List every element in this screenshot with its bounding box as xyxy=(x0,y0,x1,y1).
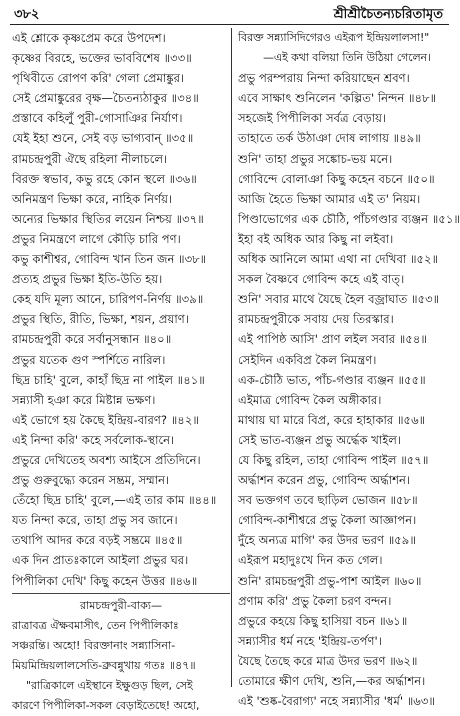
left-quote xyxy=(12,676,230,716)
commentary-line: সঞ্চরন্তি। অহো! বিরক্তানাং সন্ন্যাসিনা- xyxy=(12,638,176,652)
verse-line: প্রভুরে কহয়ে কিছু হাসিয়া বচন ॥৬১॥ xyxy=(238,613,408,628)
verse-line: কভু কাশীশ্বর, গোবিন্দ খান তিন জন ॥৩৮॥ xyxy=(12,252,207,267)
verse-line: অন্যের ভিক্ষার স্থিতির লয়েন নিশ্চয় ॥৩৭॥ xyxy=(12,211,204,226)
commentary-rule xyxy=(12,593,230,594)
right-top-translation xyxy=(238,28,456,68)
verse-line: আজি হৈতে ভিক্ষা আমার এই ত' নিয়ম। xyxy=(238,191,421,206)
translation-line: কারণে পিপীলিকা-সকল বেড়াইতেছে! অহো, xyxy=(12,699,200,713)
verse-line: তাহাতে তর্ক উঠাঞা দোষ লাগায় ॥৪৯॥ xyxy=(238,131,421,146)
verse-line: রামচন্দ্রপুরী করে সর্বানুসন্ধান ॥৪০॥ xyxy=(12,332,172,347)
verse-line: কেহ যদি মূল্য আনে, চারিপণ-নির্ণয় ॥৩৯॥ xyxy=(12,292,204,307)
commentary-line: রাত্রাবত্র ঐক্ষবমাসীৎ, তেন পিপীলিকাঃ xyxy=(12,618,179,632)
verse-line: প্রত্যহ প্রভুর ভিক্ষা ইতি-উতি হয়। xyxy=(12,272,163,287)
verse-line: এক দিন প্রাতঃকালে আইলা প্রভুর ঘর। xyxy=(12,553,189,568)
verse-line: শুনি' রামচন্দ্রপুরী প্রভু-পাশ আইল ॥৬০॥ xyxy=(238,573,422,588)
verse-line: এইমাত্র গোবিন্দ কৈল অঙ্গীকার। xyxy=(238,392,382,407)
right-column xyxy=(238,28,460,709)
verse-line: সেইদিন একবিপ্র কৈল নিমন্ত্রণ। xyxy=(238,352,377,367)
verse-line: যেই ইহা শুনে, সেই বড় ভাগ্যবান্ ॥৩৫॥ xyxy=(12,131,194,146)
verse-line: অধিক আনিলে আমা এথা না দেখিবা ॥৫২॥ xyxy=(238,252,439,267)
verse-line: প্রভুর স্থিতি, রীতি, ভিক্ষা, শয়ন, প্রয়াণ। xyxy=(12,312,189,327)
verse-line: সন্ন্যাসী হঞা করে মিষ্টান্ন ভক্ষণ। xyxy=(12,392,156,407)
running-title: শ্রীশ্রীচৈতন্যচরিতামৃত xyxy=(333,7,443,22)
left-column xyxy=(12,28,230,713)
verse-line: তেঁহো ছিদ্র চাহি' বুলে,—এই তার কাম ॥৪৪॥ xyxy=(12,493,217,508)
verse-line: বিরক্ত স্বভাব, কভু রহে কোন স্থলে ॥৩৬॥ xyxy=(12,171,197,186)
column-divider xyxy=(231,28,232,687)
translation-line: —এই কথা বলিয়া তিনি উঠিয়া গেলেন। xyxy=(263,51,431,65)
verse-line: এইরূপ মহাদুঃখে দিন কত গেল। xyxy=(238,553,383,568)
verse-line: সব ভক্তগণ তবে ছাড়িল ভোজন ॥৫৮॥ xyxy=(238,493,418,508)
verse-line: তোমারে ক্ষীণ দেখি, শুনি,—কর অর্দ্ধাশন। xyxy=(238,674,426,688)
verse-line: এই 'শুষ্ক-বৈরাগ্য' নহে সন্ন্যাসীর 'ধর্ম' ॥৬৩॥ xyxy=(238,694,435,709)
verse-line: এই শ্লোকে কৃষ্ণপ্রেম করে উপদেশ। xyxy=(12,31,166,45)
verse-line: প্রভুর নিমন্ত্রণে লাগে কৌড়ি চারি পণ। xyxy=(12,231,181,246)
verse-line: প্রভুরে দেখিতেহ অবশ্য আইসে প্রতিদিনে। xyxy=(12,452,201,467)
verse-line: যত নিন্দা করে, তাহা প্রভু সব জানে। xyxy=(12,513,178,528)
verse-line: প্রস্তাবে কহিলুঁ পুরী-গোসাঞির নির্যাণ। xyxy=(12,111,183,126)
right-verses xyxy=(238,68,460,711)
verse-line: রামচন্দ্রপুরী ঐছে রহিলা নীলাচলে। xyxy=(12,151,168,166)
verse-line: প্রভু গুরুবুদ্ধ্যে করেন সম্ভ্রম, সম্মান। xyxy=(12,473,170,488)
verse-line: প্রভুর যতেক গুণ স্পর্শিতে নারিল। xyxy=(12,352,166,367)
page-header xyxy=(10,4,449,25)
verse-line: মাথায় ঘা মারে বিপ্র, করে হাহাকার ॥৫৬॥ xyxy=(238,412,426,427)
commentary-line: মিয়মিন্দ্রিয়লালসেতি-ব্রুবন্নুখায় গতঃ ॥৪৭॥ xyxy=(12,658,196,672)
verse-line: এক-চৌঠি ভাত, পাঁচ-গণ্ডার ব্যঞ্জন ॥৫৫॥ xyxy=(238,372,426,387)
commentary-line: রামচন্দ্রপুরী-বাক্য— xyxy=(79,598,162,612)
verse-line: পিণ্ডাভোগের এক চৌঠি, পাঁচগণ্ডার ব্যঞ্জন ॥৫১॥ xyxy=(238,211,460,226)
verse-line: যৈছে তৈছে করে মাত্র উদর ভরণ ॥৬২॥ xyxy=(238,653,418,668)
verse-line: এবে সাক্ষাৎ শুনিলেন 'কল্পিত' নিন্দন ॥৪৮॥ xyxy=(238,91,437,106)
verse-line: সেই প্রেমাঙ্কুরের বৃক্ষ—চৈতন্যঠাকুর ॥৩৪॥ xyxy=(12,91,199,106)
verse-line: ছিদ্র চাহি' বুলে, কাহাঁ ছিদ্র না পাইল ॥৪১॥ xyxy=(12,372,205,387)
verse-line: কৃষ্ণের বিরহে, ভক্তের ভাববিশেষ ॥৩৩॥ xyxy=(12,51,192,66)
verse-line: প্রভু পরম্পরায় নিন্দা করিয়াছেন শ্রবণ। xyxy=(238,71,410,86)
verse-line: দুঁহে অন্যত্র মাগি' কর উদর ভরণ ॥৫৯॥ xyxy=(238,533,416,548)
verse-line: সন্ন্যাসীর ধর্ম নহে 'ইন্দ্রিয়-তর্পণ'। xyxy=(238,633,382,648)
verse-line: গোবিন্দ-কাশীশ্বরে প্রভু কৈলা আজ্ঞাপন। xyxy=(238,513,417,528)
verse-line: ইহা বই অধিক আর কিছু না লইবা। xyxy=(238,231,394,246)
verse-line: পিপীলিকা দেখি' কিছু কহেন উত্তর ॥৪৬॥ xyxy=(12,573,198,588)
verse-line: এই ভোগে হয় কৈছে ইন্দ্রিয়-বারণ? ॥৪২॥ xyxy=(12,412,199,427)
verse-line: শুনি' তাহা প্রভুর সঙ্কোচ-ভয় মনে। xyxy=(238,151,393,166)
verse-line: রামচন্দ্রপুরীকে সবায় দেয় তিরস্কার। xyxy=(238,312,394,327)
verse-line: সেই ভাত-ব্যঞ্জন প্রভু অর্দ্ধেক খাইল। xyxy=(238,432,402,447)
verse-line: গোবিন্দে বোলাঞা কিছু কহেন বচনে ॥৫০॥ xyxy=(238,171,435,186)
left-commentary xyxy=(12,596,230,676)
verse-line: যে কিছু রহিল, তাহা গোবিন্দ পাইল ॥৫৭॥ xyxy=(238,452,429,467)
verse-line: তথাপি আদর করে বড়ই সম্ভ্রমে ॥৪৫॥ xyxy=(12,533,183,548)
verse-line: অনিমন্ত্রণ ভিক্ষা করে, নাহিক নির্ণয়। xyxy=(12,191,173,206)
verse-line: এই পাপিষ্ঠ আসি' প্রাণ লইল সবার ॥৫৪॥ xyxy=(238,332,427,347)
left-verses xyxy=(12,28,230,591)
verse-line: শুনি' সবার মাথে যৈছে হৈল বজ্রাঘাত ॥৫৩॥ xyxy=(238,292,440,307)
verse-line: পৃথিবীতে রোপণ করি' গেলা প্রেমাঙ্কুর। xyxy=(12,71,185,86)
verse-line: অর্দ্ধাশন করেন প্রভু, গোবিন্দ অর্দ্ধাশন। xyxy=(238,473,411,488)
page-number: ৩৮২ xyxy=(14,7,40,22)
verse-line: প্রণাম করি' প্রভু কৈলা চরণ বন্দন। xyxy=(238,593,392,608)
verse-line: সকল বৈষ্ণবে গোবিন্দ কহে এই বাত্। xyxy=(238,272,405,287)
translation-line: "রাত্রিকালে এইস্থানে ইক্ষুগুড় ছিল, সেই xyxy=(26,679,193,692)
translation-line: বিরক্ত সন্ন্যাসিদিগেরও এইরূপ ইন্দ্রিয়লালসা!" xyxy=(238,31,430,44)
verse-line: এই নিন্দা করি' কহে সর্বলোক-স্থানে। xyxy=(12,432,175,447)
verse-line: সহজেই পিপীলিকা সর্বত্র বেড়ায়। xyxy=(238,111,387,126)
